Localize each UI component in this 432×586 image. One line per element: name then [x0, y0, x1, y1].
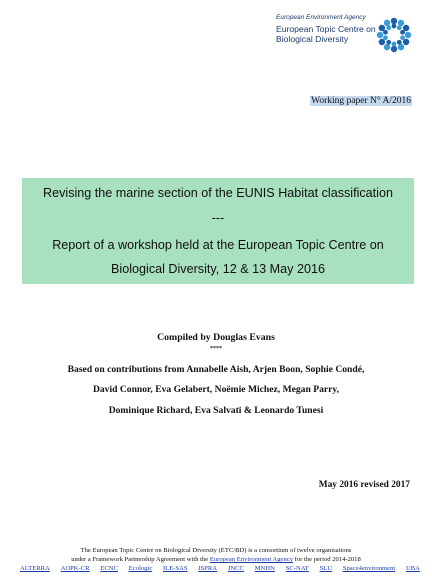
partner-link[interactable]: ALTERRA	[20, 565, 50, 572]
title-line-3: Biological Diversity, 12 & 13 May 2016	[111, 262, 325, 276]
partner-link[interactable]: Ecologic	[128, 565, 153, 572]
title-line-2: Report of a workshop held at the European Topic Centre on	[52, 238, 384, 252]
partner-link[interactable]: ECNC	[100, 565, 118, 572]
partner-link[interactable]: JNCC	[227, 565, 244, 572]
contributors-line-3: Dominique Richard, Eva Salvati & Leonardo Tunesi	[108, 405, 324, 416]
footer-agreement-text	[0, 556, 432, 563]
eea-link[interactable]: European Environment Agency	[209, 556, 293, 563]
partner-link[interactable]: AOPK-CR	[60, 565, 90, 572]
footer-agreement-prefix: under a Framework Partnership Agreement with the	[71, 556, 209, 563]
contributors-line-2: David Connor, Eva Gelabert, Noëmie Michez, Megan Parry,	[92, 384, 340, 395]
etc-name-line1: European Topic Centre on	[276, 24, 376, 34]
partner-link[interactable]: MNHN	[254, 565, 275, 572]
partner-link[interactable]: SLU	[319, 565, 333, 572]
publication-date: May 2016 revised 2017	[318, 480, 410, 490]
footer-agreement-suffix: for the period 2014-2018	[294, 556, 361, 563]
title-line-1: Revising the marine section of the EUNIS Habitat classification	[43, 186, 393, 200]
agency-name-small: European Environment Agency	[276, 14, 366, 21]
partner-link[interactable]: ILE-SAS	[162, 565, 188, 572]
partner-link[interactable]: Space4environment	[342, 565, 396, 572]
eea-star-logo-icon	[376, 17, 412, 53]
partner-link[interactable]: ISPRA	[198, 565, 218, 572]
partner-link[interactable]: SC-NAT	[285, 565, 309, 572]
etc-name-line2: Biological Diversity	[276, 34, 349, 44]
stars-separator: ****	[210, 346, 222, 352]
title-box	[22, 178, 414, 284]
compiled-by: Compiled by Douglas Evans	[157, 332, 275, 343]
contributors-line-1: Based on contributions from Annabelle Aish, Arjen Boon, Sophie Condé,	[67, 364, 365, 375]
partner-link[interactable]: UBA	[406, 565, 420, 572]
footer-consortium-text: The European Topic Centre on Biological Diversity (ETC/BD) is a consortium of twelve organisations	[80, 547, 352, 554]
working-paper-number: Working paper N° A/2016	[311, 96, 411, 106]
partner-links	[20, 565, 420, 572]
etc-name	[276, 24, 376, 44]
title-separator: ---	[211, 211, 225, 225]
